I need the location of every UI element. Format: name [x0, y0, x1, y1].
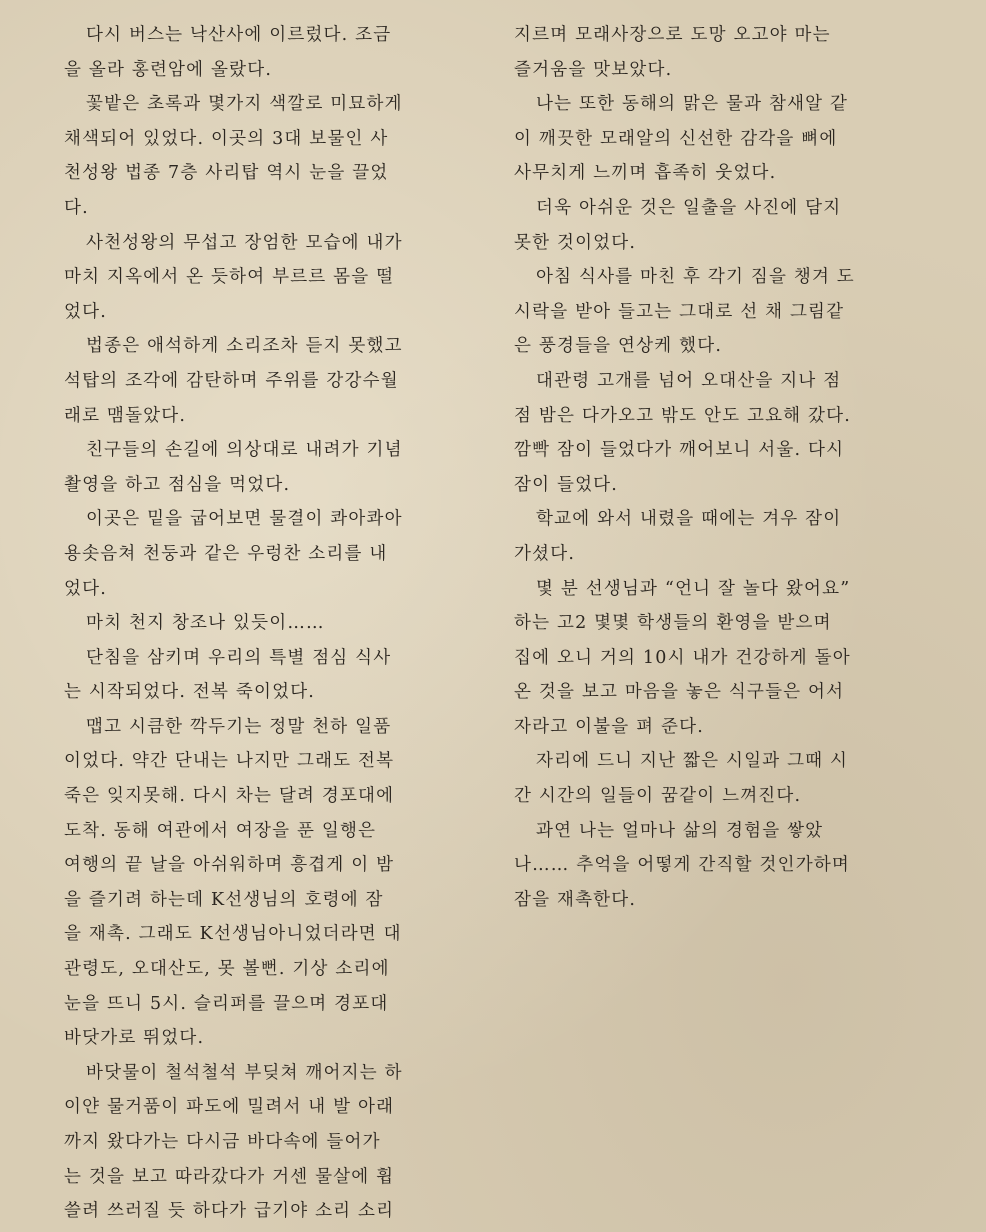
text-line: 이얀 물거품이 파도에 밀려서 내 발 아래	[64, 1097, 395, 1118]
text-line: 관령도, 오대산도, 못 볼뻔. 기상 소리에	[64, 959, 390, 980]
text-line: 은 풍경들을 연상케 했다.	[514, 336, 723, 357]
text-line: 사무치게 느끼며 흡족히 웃었다.	[514, 163, 777, 184]
text-line: 채색되어 있었다. 이곳의 3대 보물인 사	[64, 128, 389, 149]
text-line: 쓸려 쓰러질 듯 하다가 급기야 소리 소리	[64, 1201, 395, 1222]
text-line: 다시 버스는 낙산사에 이르렀다. 조금	[86, 25, 392, 45]
text-line: 촬영을 하고 점심을 먹었다.	[64, 474, 291, 495]
text-line: 간 시간의 일들이 꿈같이 느껴진다.	[514, 786, 802, 807]
text-line: 래로 맴돌았다.	[64, 405, 187, 426]
text-line: 아침 식사를 마친 후 각기 짐을 챙겨 도	[536, 267, 855, 288]
text-line: 사천성왕의 무섭고 장엄한 모습에 내가	[86, 232, 403, 253]
text-line: 죽은 잊지못해. 다시 차는 달려 경포대에	[64, 786, 395, 807]
text-line: 이었다. 약간 단내는 나지만 그래도 전복	[64, 751, 395, 772]
text-line: 는 것을 보고 따라갔다가 거센 물살에 휩	[64, 1166, 395, 1187]
text-line: 었다.	[64, 301, 107, 322]
text-line: 바닷가로 뛰었다.	[64, 1028, 205, 1049]
text-line: 석탑의 조각에 감탄하며 주위를 강강수월	[64, 370, 399, 391]
text-line: 천성왕 법종 7층 사리탑 역시 눈을 끌었	[64, 163, 389, 184]
left-text-column	[64, 18, 484, 1229]
text-line: 도착. 동해 여관에서 여장을 푼 일행은	[64, 820, 377, 841]
text-line: 꽃밭은 초록과 몇가지 색깔로 미묘하게	[86, 94, 403, 115]
text-line: 마치 지옥에서 온 듯하여 부르르 몸을 떨	[64, 267, 395, 288]
text-line: 는 시작되었다. 전복 죽이었다.	[64, 682, 316, 703]
text-line: 용솟음쳐 천둥과 같은 우렁찬 소리를 내	[64, 543, 388, 564]
text-line: 자리에 드니 지난 짧은 시일과 그때 시	[536, 751, 849, 772]
text-line: 과연 나는 얼마나 삶의 경험을 쌓았	[536, 820, 824, 841]
text-line: 몇 분 선생님과 “언니 잘 놀다 왔어요”	[536, 578, 851, 599]
text-line: 바닷물이 철석철석 부딪쳐 깨어지는 하	[86, 1062, 403, 1083]
text-line: 학교에 와서 내렸을 때에는 겨우 잠이	[536, 509, 842, 530]
text-line: 맵고 시큼한 깍두기는 정말 천하 일품	[86, 716, 392, 737]
text-line: 집에 오니 거의 10시 내가 건강하게 돌아	[514, 647, 851, 668]
text-line: 었다.	[64, 578, 107, 599]
text-line: 마치 천지 창조나 있듯이……	[86, 613, 325, 634]
text-line: 대관령 고개를 넘어 오대산을 지나 점	[536, 370, 842, 391]
text-line: 지르며 모래사장으로 도망 오고야 마는	[514, 25, 831, 45]
text-line: 이 깨끗한 모래알의 신선한 감각을 뼈에	[514, 128, 838, 149]
right-text-column	[514, 18, 918, 917]
text-line: 나는 또한 동해의 맑은 물과 참새알 같	[536, 94, 849, 115]
text-line: 잠이 들었다.	[514, 474, 619, 495]
text-line: 친구들의 손길에 의상대로 내려가 기념	[86, 440, 403, 461]
text-line: 을 재촉. 그래도 K선생님아니었더라면 대	[64, 924, 402, 945]
text-line: 까지 왔다가는 다시금 바다속에 들어가	[64, 1132, 381, 1152]
text-line: 을 즐기려 하는데 K선생님의 호령에 잠	[64, 889, 384, 910]
text-line: 잠을 재촉한다.	[514, 889, 637, 910]
text-line: 깜빡 잠이 들었다가 깨어보니 서울. 다시	[514, 440, 845, 461]
text-line: 법종은 애석하게 소리조차 듣지 못했고	[86, 336, 403, 357]
text-line: 시락을 받아 들고는 그대로 선 채 그림같	[514, 301, 845, 322]
text-line: 즐거움을 맛보았다.	[514, 59, 673, 80]
text-line: 여행의 끝 날을 아쉬워하며 흥겹게 이 밤	[64, 855, 395, 876]
text-line: 다.	[64, 197, 89, 218]
text-line: 가셨다.	[514, 543, 576, 564]
text-line: 자라고 이불을 펴 준다.	[514, 716, 704, 737]
text-line: 점 밤은 다가오고 밖도 안도 고요해 갔다.	[514, 405, 852, 426]
text-line: 나…… 추억을 어떻게 간직할 것인가하며	[514, 855, 851, 876]
text-line: 온 것을 보고 마음을 놓은 식구들은 어서	[514, 682, 845, 703]
text-line: 이곳은 밑을 굽어보면 물결이 콰아콰아	[86, 509, 403, 530]
text-line: 단침을 삼키며 우리의 특별 점심 식사	[86, 647, 392, 668]
text-line: 못한 것이었다.	[514, 232, 637, 253]
text-line: 더욱 아쉬운 것은 일출을 사진에 담지	[536, 197, 842, 218]
text-line: 을 올라 홍련암에 올랐다.	[64, 59, 273, 80]
text-line: 하는 고2 몇몇 학생들의 환영을 받으며	[514, 613, 832, 634]
text-line: 눈을 뜨니 5시. 슬리퍼를 끌으며 경포대	[64, 993, 389, 1014]
